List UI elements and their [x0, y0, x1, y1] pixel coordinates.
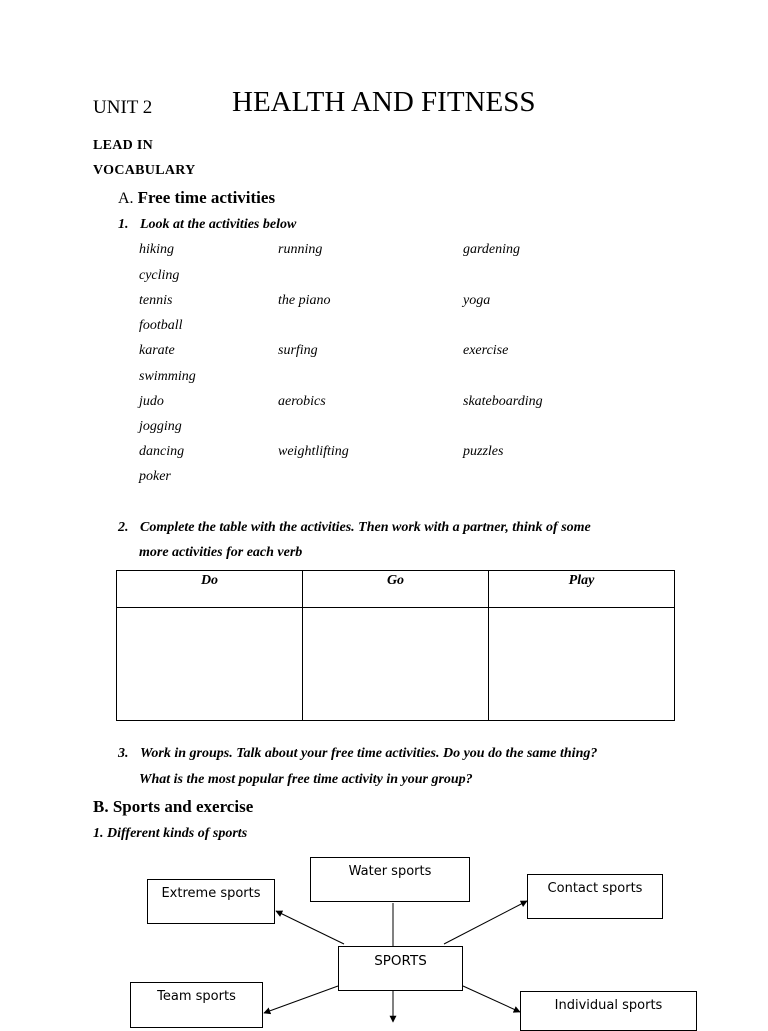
- water-sports-box: Water sports: [310, 857, 470, 902]
- question-1-text: Look at the activities below: [140, 217, 297, 232]
- question-2-line-1: Complete the table with the activities. Then work with a partner, think of some: [140, 520, 591, 535]
- activity-item: aerobics: [278, 394, 326, 409]
- activity-item: dancing: [139, 444, 185, 459]
- activity-item: weightlifting: [278, 444, 349, 459]
- table-header-go: Go: [303, 571, 489, 608]
- question-3-line-2: What is the most popular free time activity in your group?: [139, 772, 473, 787]
- arrow-to-extreme-sports: [276, 911, 344, 944]
- contact-sports-box: Contact sports: [527, 874, 663, 919]
- question-2-line-2: more activities for each verb: [139, 545, 303, 560]
- table-header-do: Do: [117, 571, 303, 608]
- arrow-to-contact-sports: [444, 901, 527, 944]
- activity-item: running: [278, 242, 323, 257]
- table-header-play: Play: [489, 571, 675, 608]
- question-3-number: 3.: [118, 746, 129, 761]
- activity-item: football: [139, 318, 183, 333]
- lead-in-heading: LEAD IN: [93, 138, 154, 153]
- activity-item: judo: [139, 394, 164, 409]
- unit-label: UNIT 2: [93, 97, 153, 118]
- team-sports-box: Team sports: [130, 982, 263, 1028]
- activity-item: puzzles: [463, 444, 504, 459]
- arrow-to-individual-sports: [463, 986, 520, 1012]
- activity-item: swimming: [139, 369, 196, 384]
- activity-item: surfing: [278, 343, 318, 358]
- question-2-number: 2.: [118, 520, 129, 535]
- section-b-question-1: 1. Different kinds of sports: [93, 826, 248, 841]
- activity-item: tennis: [139, 293, 173, 308]
- activity-item: jogging: [139, 419, 182, 434]
- section-b-heading: B. Sports and exercise: [93, 797, 254, 816]
- activity-item: hiking: [139, 242, 174, 257]
- vocabulary-heading: VOCABULARY: [93, 163, 196, 178]
- section-a-title: Free time activities: [137, 188, 276, 207]
- question-1-number: 1.: [118, 217, 129, 232]
- activity-item: exercise: [463, 343, 509, 358]
- activity-item: poker: [139, 469, 171, 484]
- sports-center-box: SPORTS: [338, 946, 463, 991]
- activity-item: skateboarding: [463, 394, 543, 409]
- activity-item: karate: [139, 343, 175, 358]
- activity-item: yoga: [463, 293, 491, 308]
- activity-item: the piano: [278, 293, 331, 308]
- extreme-sports-box: Extreme sports: [147, 879, 275, 924]
- page-title: HEALTH AND FITNESS: [232, 86, 536, 118]
- arrow-to-team-sports: [264, 986, 338, 1013]
- activity-item: cycling: [139, 268, 180, 283]
- activity-item: gardening: [463, 242, 521, 257]
- question-3-line-1: Work in groups. Talk about your free time activities. Do you do the same thing?: [140, 746, 598, 761]
- individual-sports-box: Individual sports: [520, 991, 697, 1031]
- section-a-letter: A.: [118, 190, 134, 207]
